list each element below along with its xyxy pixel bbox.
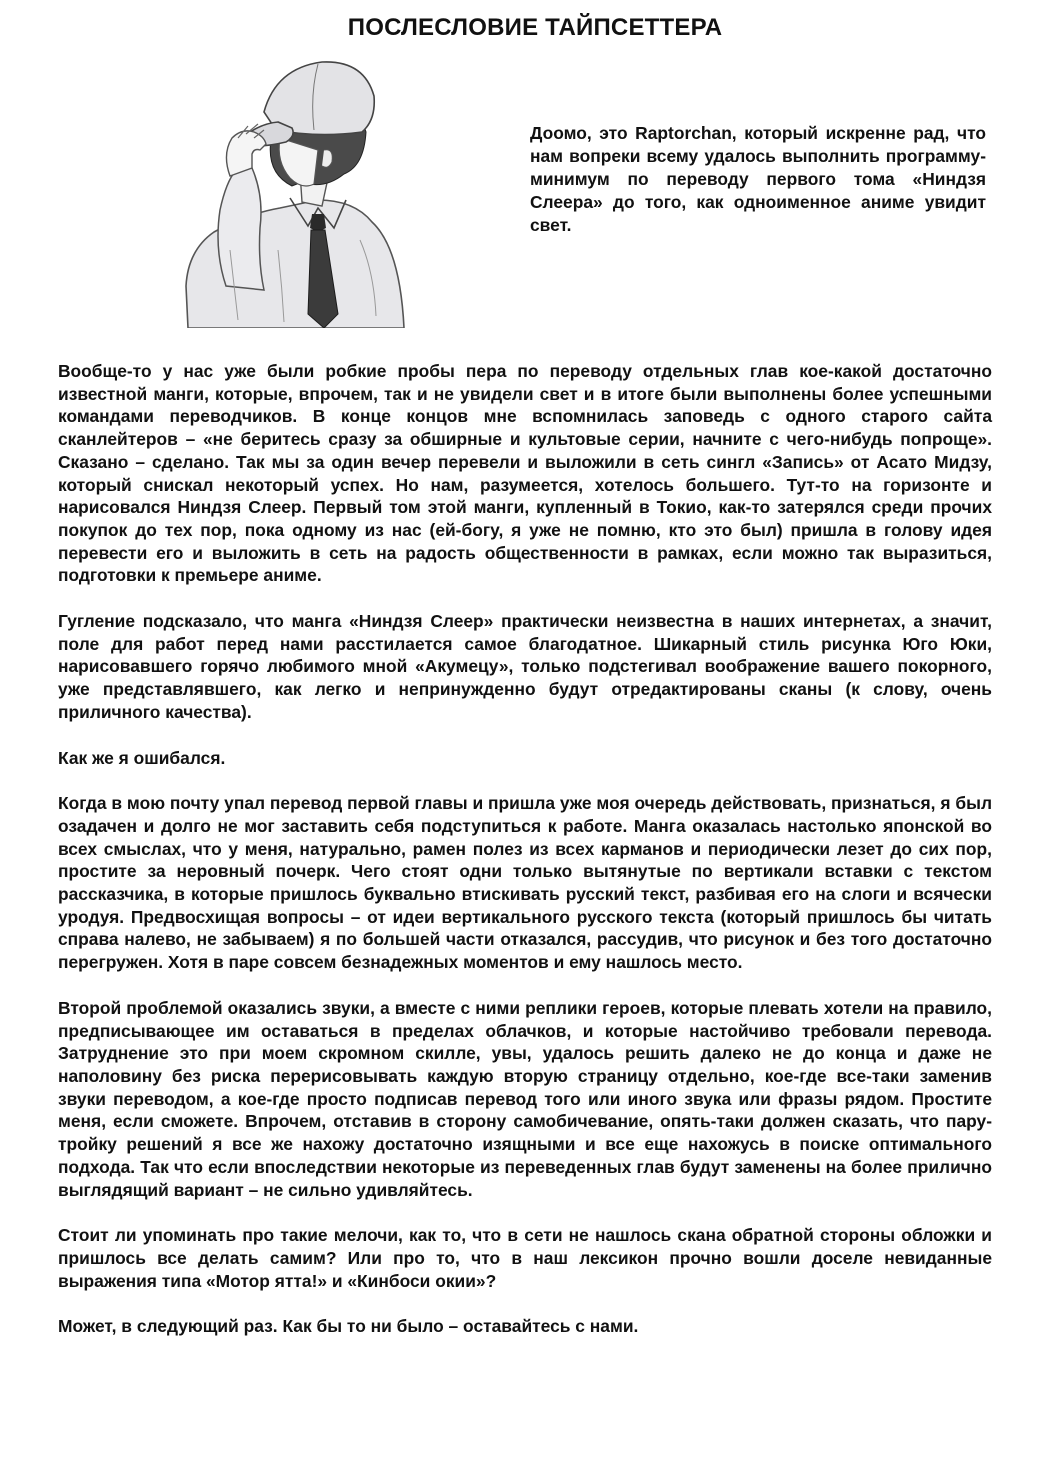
capped-man-in-tie-sketch-icon <box>168 50 430 328</box>
page-title: ПОСЛЕСЛОВИЕ ТАЙПСЕТТЕРА <box>347 14 723 41</box>
paragraph: Может, в следующий раз. Как бы то ни было – оставайтесь с нами. <box>58 1316 639 1337</box>
paragraph: Гугление подсказало, что манга «Ниндзя Слеер» практически неизвестна в наших интернетах, а значит, поле для работ перед нами расстилается самое благодатное. Шикарный стиль рисунка Юго Юки, нарисовавшего горячо любимого мной «Акумецу», только подстегивал воображение вашего покорного, уже представлявшего, как легко и непринужденно будут отредактированы сканы (к слову, очень приличного качества). <box>58 611 992 722</box>
paragraph: Стоит ли упоминать про такие мелочи, как то, что в сети не нашлось скана обратной стороны обложки и пришлось все делать самим? Или про то, что в наш лексикон прочно вошли доселе невиданные выражения типа «Мотор ятта!» и «Кинбоси окии»? <box>58 1225 992 1291</box>
paragraph: Вообще-то у нас уже были робкие пробы пера по переводу отдельных глав кое-какой достаточно известной манги, которые, впрочем, так и не увидели свет и в итоге были выполнены более успешными командами переводчиков. В конце концов мне вспомнилась заповедь с одного старого сайта сканлейтеров – «не беритесь сразу за обширные и культовые серии, начните с чего-нибудь попроще». Сказано – сделано. Так мы за один вечер перевели и выложили в сеть сингл «Запись» от Асато Мидзу, который снискал некоторый успех. Но нам, разумеется, хотелось большего. Тут-то на горизонте и нарисовался Ниндзя Слеер. Первый том этой манги, купленный в Токио, как-то затерялся среди прочих покупок до тех пор, пока одному из нас (ей-богу, я уже не помню, кто это был) пришла в голову идея перевести его и выложить в сеть на радость общественности в рамках, если можно так выразиться, подготовки к премьере аниме. <box>58 361 992 586</box>
paragraph: Когда в мою почту упал перевод первой главы и пришла уже моя очередь действовать, признаться, я был озадачен и долго не мог заставить себя подступиться к работе. Манга оказалась настолько японской во всех смыслах, что у меня, натурально, рамен полез из всех карманов и периодически лезет до сих пор, простите за неровный почерк. Чего стоят одни только вытянутые по вертикали вставки с текстом рассказчика, в которые пришлось буквально втискивать русский текст, разбивая его на слоги и всячески уродуя. Предвосхищая вопросы – от идеи вертикального русского текста (который пришлось бы читать справа налево, не забываем) я по большей части отказался, рассудив, что рисунок и без того достаточно перегружен. Хотя в паре совсем безнадежных моментов и ему нашлось место. <box>58 793 992 973</box>
afterword-body <box>58 360 992 1338</box>
paragraph: Как же я ошибался. <box>58 747 226 768</box>
intro-text: Доомо, это Raptorchan, который искренне рад, что нам вопреки всему удалось выполнить программу-минимум по переводу первого тома «Ниндзя Слеера» до того, как одноименное аниме увидит свет. <box>530 123 986 235</box>
paragraph: Второй проблемой оказались звуки, а вместе с ними реплики героев, которые плевать хотели на правило, предписывающее им оставаться в пределах облачков, и которые настойчиво требовали перевода. Затруднение это при моем скромном скилле, увы, удалось решить далеко не до конца и даже не наполовину без риска перерисовывать каждую вторую страницу отдельно, кое-где все-таки заменив звуки переводом, а кое-где просто подписав перевод того или иного звука или фразы рядом. Простите меня, если сможете. Впрочем, отставив в сторону самобичевание, опять-таки должен сказать, что пару-тройку решений я все же нахожу достаточно изящными и все еще нахожусь в поиске оптимального подхода. Так что если впоследствии некоторые из переведенных глав будут заменены на более прилично выглядящий вариант – не сильно удивляйтесь. <box>58 997 992 1200</box>
